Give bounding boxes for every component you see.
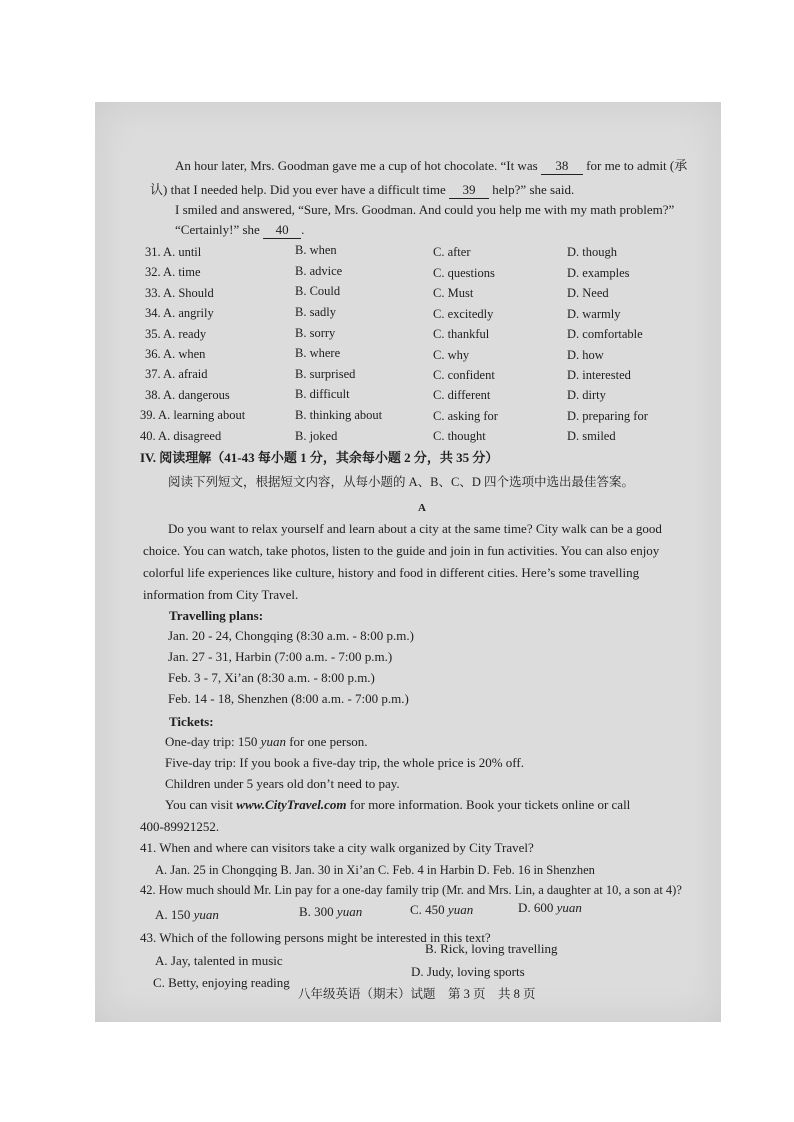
option-34d: D. warmly — [567, 307, 621, 321]
option-35c: C. thankful — [433, 327, 490, 341]
text: for one person. — [289, 734, 368, 749]
reading-para-line-2: choice. You can watch, take photos, listen to the guide and join in fun activities. You can also enjoy — [143, 543, 660, 558]
text: A. 150 — [155, 907, 191, 922]
visit-line — [165, 797, 630, 813]
passage-label: A — [418, 502, 426, 514]
question-41-options: A. Jan. 25 in Chongqing B. Jan. 30 in Xi’an C. Feb. 4 in Harbin D. Feb. 16 in Shenzhen — [155, 863, 595, 877]
question-43-option-a: A. Jay, talented in music — [155, 953, 283, 968]
plans-title: Travelling plans: — [169, 608, 264, 623]
ticket-one-day — [165, 734, 368, 750]
passage-line-3: I smiled and answered, “Sure, Mrs. Goodman. And could you help me with my math problem?” — [175, 202, 675, 217]
option-31d: D. though — [567, 245, 617, 259]
option-39d: D. preparing for — [567, 409, 648, 423]
question-43-option-d: D. Judy, loving sports — [411, 964, 525, 979]
question-42-option-b — [299, 904, 362, 920]
option-33a: 33. A. Should — [145, 286, 214, 300]
plan-item: Jan. 27 - 31, Harbin (7:00 a.m. - 7:00 p.m.) — [168, 649, 393, 664]
option-36d: D. how — [567, 348, 604, 362]
question-43-option-b: B. Rick, loving travelling — [425, 941, 558, 956]
option-39b: B. thinking about — [295, 408, 383, 422]
option-36a: 36. A. when — [145, 347, 206, 361]
tickets-title: Tickets: — [169, 714, 214, 729]
yuan-unit: yuan — [260, 734, 286, 749]
blank-39: 39 — [449, 182, 489, 199]
option-32d: D. examples — [567, 266, 630, 280]
option-35d: D. comfortable — [567, 327, 643, 341]
ticket-children: Children under 5 years old don’t need to pay. — [165, 776, 400, 791]
question-43: 43. Which of the following persons might be interested in this text? — [140, 930, 491, 945]
question-41: 41. When and where can visitors take a city walk organized by City Travel? — [140, 840, 534, 855]
section-instruction: 阅读下列短文，根据短文内容，从每小题的 A、B、C、D 四个选项中选出最佳答案。 — [168, 475, 634, 489]
text: help?” she said. — [492, 182, 575, 197]
reading-para-line-3: colorful life experiences like culture, history and food in different cities. Here’s some travelling — [143, 565, 640, 580]
option-34b: B. sadly — [295, 305, 336, 319]
yuan-unit: yuan — [556, 900, 582, 915]
option-32c: C. questions — [433, 266, 495, 280]
text: “Certainly!” she — [175, 222, 260, 237]
page-footer: 八年级英语（期末）试题 第 3 页 共 8 页 — [298, 987, 536, 1001]
option-32a: 32. A. time — [145, 265, 201, 279]
plan-item: Feb. 3 - 7, Xi’an (8:30 a.m. - 8:00 p.m.) — [168, 670, 375, 685]
option-38c: C. different — [433, 388, 491, 402]
option-37b: B. surprised — [295, 367, 356, 381]
passage-line-2 — [150, 182, 574, 199]
yuan-unit: yuan — [193, 907, 219, 922]
text: D. 600 — [518, 900, 554, 915]
text: for me to admit (承 — [586, 158, 688, 173]
text: . — [301, 222, 305, 237]
text: 认) that I needed help. Did you ever have a difficult time — [150, 182, 446, 197]
option-39c: C. asking for — [433, 409, 498, 423]
question-42-option-d — [518, 900, 582, 916]
option-40a: 40. A. disagreed — [140, 429, 222, 443]
yuan-unit: yuan — [447, 902, 474, 917]
phone-number: 400-89921252. — [140, 819, 220, 834]
option-33c: C. Must — [433, 286, 474, 300]
option-33b: B. Could — [295, 284, 341, 298]
option-34c: C. excitedly — [433, 307, 494, 321]
option-40d: D. smiled — [567, 429, 616, 443]
option-33d: D. Need — [567, 286, 609, 300]
option-34a: 34. A. angrily — [145, 306, 214, 320]
section-heading: IV. 阅读理解（41-43 每小题 1 分，其余每小题 2 分，共 35 分） — [140, 450, 499, 465]
option-36c: C. why — [433, 348, 470, 362]
plan-item: Feb. 14 - 18, Shenzhen (8:00 a.m. - 7:00 p.m.) — [168, 691, 409, 706]
reading-para-line-1: Do you want to relax yourself and learn about a city at the same time? City walk can be a good — [168, 521, 662, 536]
question-42: 42. How much should Mr. Lin pay for a one-day family trip (Mr. and Mrs. Lin, a daughter at 10, a son at 4)? — [140, 883, 682, 897]
option-31c: C. after — [433, 245, 471, 259]
option-38b: B. difficult — [295, 387, 350, 401]
option-37c: C. confident — [433, 368, 495, 382]
ticket-five-day: Five-day trip: If you book a five-day trip, the whole price is 20% off. — [165, 755, 524, 770]
option-38d: D. dirty — [567, 388, 606, 402]
passage-line-4 — [175, 222, 304, 239]
website-link[interactable]: www.CityTravel.com — [236, 797, 347, 812]
plan-item: Jan. 20 - 24, Chongqing (8:30 a.m. - 8:00 p.m.) — [168, 628, 414, 643]
option-37a: 37. A. afraid — [145, 367, 208, 381]
text: C. 450 — [410, 902, 445, 917]
text: for more information. Book your tickets online or call — [349, 797, 631, 812]
option-37d: D. interested — [567, 368, 631, 382]
option-31b: B. when — [295, 243, 337, 257]
yuan-unit: yuan — [336, 904, 363, 919]
option-40b: B. joked — [295, 429, 338, 443]
option-32b: B. advice — [295, 264, 343, 278]
reading-para-line-4: information from City Travel. — [143, 587, 299, 602]
passage-line-1 — [175, 158, 687, 175]
text: One-day trip: 150 — [165, 734, 258, 749]
blank-38: 38 — [541, 158, 583, 175]
blank-40: 40 — [263, 222, 301, 239]
option-38a: 38. A. dangerous — [145, 388, 230, 402]
question-42-option-a — [155, 907, 219, 923]
option-35a: 35. A. ready — [145, 327, 207, 341]
question-43-option-c: C. Betty, enjoying reading — [153, 975, 290, 990]
option-40c: C. thought — [433, 429, 486, 443]
text: B. 300 — [299, 904, 334, 919]
option-35b: B. sorry — [295, 326, 336, 340]
option-39a: 39. A. learning about — [140, 408, 246, 422]
option-36b: B. where — [295, 346, 341, 360]
option-31a: 31. A. until — [145, 245, 202, 259]
exam-page — [95, 102, 721, 1022]
text: An hour later, Mrs. Goodman gave me a cup of hot chocolate. “It was — [175, 158, 538, 173]
question-42-option-c — [410, 902, 473, 918]
text: You can visit — [165, 797, 234, 812]
